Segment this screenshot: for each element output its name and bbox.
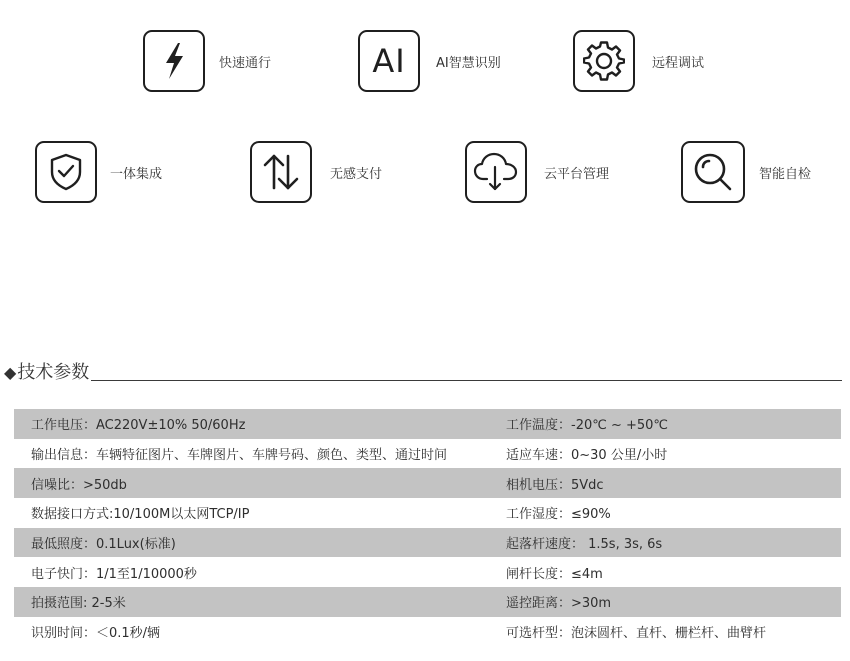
section-title: 技术参数 — [17, 362, 90, 383]
spec-left: 识别时间：＜0.1秒/辆 — [31, 626, 161, 642]
spec-row — [14, 528, 841, 558]
cloud-download-icon — [473, 152, 519, 192]
section-underline — [91, 380, 842, 381]
cloud-download-icon-box — [465, 141, 527, 203]
spec-table — [14, 409, 841, 647]
magnifier-icon-box — [681, 141, 745, 203]
feature-cloud-management — [465, 139, 609, 205]
spec-row — [14, 617, 841, 647]
magnifier-icon — [692, 151, 734, 193]
feature-label: 无感支付 — [330, 166, 383, 182]
feature-self-check — [681, 139, 811, 205]
feature-remote-debug — [573, 28, 704, 94]
spec-row — [14, 468, 841, 498]
spec-left: 输出信息：车辆特征图片、车牌图片、车牌号码、颜色、类型、通过时间 — [31, 448, 448, 464]
spec-left: 工作电压：AC220V±10% 50/60Hz — [31, 418, 246, 434]
feature-label: 云平台管理 — [544, 166, 610, 182]
lightning-icon — [157, 41, 191, 81]
spec-right: 工作湿度：≤90% — [506, 507, 611, 523]
feature-label: AI智慧识别 — [436, 55, 501, 71]
spec-left: 电子快门：1/1至1/10000秒 — [31, 566, 197, 582]
feature-integrated — [35, 139, 162, 205]
spec-row — [14, 587, 841, 617]
spec-left: 数据接口方式:10/100M以太网TCP/IP — [31, 507, 250, 523]
gear-icon-box — [573, 30, 635, 92]
spec-right: 相机电压：5Vdc — [506, 477, 604, 493]
ai-icon: AI — [372, 42, 406, 80]
feature-fast-pass — [143, 28, 271, 94]
feature-ai-recognition — [358, 28, 501, 94]
ai-icon-box — [358, 30, 420, 92]
spec-right: 闸杆长度：≤4m — [506, 566, 603, 582]
spec-right: 起落杆速度： 1.5s, 3s, 6s — [506, 537, 663, 553]
shield-check-icon — [48, 152, 84, 192]
spec-left: 拍摄范围: 2-5米 — [31, 596, 126, 612]
feature-label: 快速通行 — [219, 55, 272, 71]
spec-row — [14, 557, 841, 587]
spec-row — [14, 409, 841, 439]
feature-label: 远程调试 — [652, 55, 705, 71]
spec-row — [14, 498, 841, 528]
spec-left: 最低照度：0.1Lux(标准) — [31, 537, 176, 553]
spec-left: 信噪比：>50db — [31, 477, 127, 493]
lightning-icon-box — [143, 30, 205, 92]
shield-check-icon-box — [35, 141, 97, 203]
spec-right: 遥控距离：>30m — [506, 596, 612, 612]
diamond-marker-icon: ◆ — [4, 363, 17, 382]
feature-contactless-pay — [250, 139, 382, 205]
spec-right: 可选杆型：泡沫圆杆、直杆、栅栏杆、曲臂杆 — [506, 626, 767, 642]
feature-label: 一体集成 — [110, 166, 163, 182]
section-header — [4, 362, 842, 384]
spec-row — [14, 439, 841, 469]
spec-right: 工作温度：-20℃ ~ +50℃ — [506, 418, 669, 434]
up-down-arrows-icon — [260, 151, 302, 193]
gear-icon — [583, 40, 625, 82]
spec-right: 适应车速：0~30 公里/小时 — [506, 448, 668, 464]
feature-label: 智能自检 — [759, 166, 812, 182]
up-down-arrows-icon-box — [250, 141, 312, 203]
